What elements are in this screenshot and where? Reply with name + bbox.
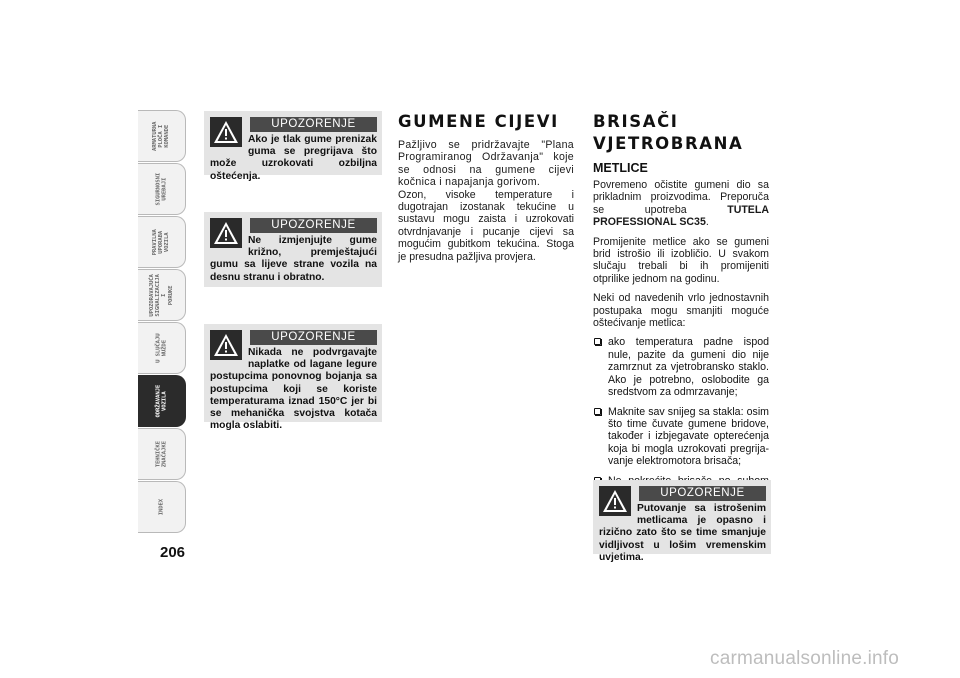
- wipers-paragraph: [593, 179, 769, 229]
- product-name: TUTELA PROFESSIONAL SC35: [593, 203, 769, 229]
- warning-text: Ako je tlak gume prenizak guma se pregrijava što može uzrokovati ozbiljna oštećenja.: [210, 134, 377, 182]
- wipers-paragraph: Neki od navedenih vrlo jednostavnih postupaka mogu smanjiti moguće oštećivanje metlica:: [593, 292, 769, 330]
- warning-box: [204, 111, 382, 182]
- hoses-paragraph: Pažljivo se pridržavajte "Plana Programiranog Održavanja" koje se odnosi na gumene cijevi kočnica i napajanja gorivom.: [398, 139, 574, 189]
- tab-index[interactable]: [138, 481, 186, 533]
- hoses-paragraph: Ozon, visoke temperature i dugotrajan izostanak tekućine u sustavu mogu zaista i uzrokovati otvrdnjavanje i pucanje cijevi sa mogućim gubitkom tekućina. Stoga je presudna pažljiva provjera.: [398, 188, 574, 263]
- tab-technical-specs[interactable]: [138, 428, 186, 480]
- list-item: [593, 406, 769, 468]
- warning-text: Putovanje sa istrošenim metlicama je opasno i rizično zato što se time smanjuje vidljivost u lošim vremenskim uvjetima.: [599, 503, 766, 563]
- list-item-text: ako temperatura padne ispod nule, pazite da gumeni dio nije zamrznut za vjetrobransko staklo. Ako je potrebno, oslobodite ga sredstvom za odmrzavanje;: [608, 336, 769, 399]
- tab-label: SIGURNOSNI UREĐAJI: [155, 172, 168, 206]
- section-heading: VJETROBRANA: [593, 134, 744, 153]
- bullet-list: [593, 336, 769, 499]
- warning-text: Ne izmjenjujte gume križno, premještajući gumu sa lijeve strane vozila na desnu stranu i obratno.: [210, 235, 377, 283]
- tab-label: UPOZORAVAJUĆA SIGNALIZACIJA I PORUKE: [149, 273, 174, 317]
- tab-label: PRAVILNA UPORABA VOZILA: [152, 228, 171, 256]
- list-item-text: Maknite sav snijeg sa stakla: osim što time čuvate gumene bridove, također i izbjegavate opterećenja koja bi mogla uzrokovati pregrijavanje elektromotora brisača;: [608, 405, 769, 468]
- text-run: Povremeno očistite gumeni dio sa prikladnim proizvodima. Preporuča se upotreba: [593, 179, 769, 216]
- warning-triangle-icon: [210, 117, 242, 147]
- section-heading: BRISAČI: [593, 112, 679, 131]
- warning-title: UPOZORENJE: [250, 330, 377, 345]
- watermark: carmanualsonline.info: [710, 648, 900, 669]
- warning-title: UPOZORENJE: [639, 486, 766, 501]
- warning-title: UPOZORENJE: [250, 218, 377, 233]
- page-number: 206: [160, 544, 186, 561]
- tab-label: ARMATURNA PLOČA I KOMANDE: [152, 121, 171, 151]
- checkbox-bullet-icon: [594, 338, 601, 345]
- tab-controls[interactable]: [138, 110, 186, 162]
- tab-safety[interactable]: [138, 163, 186, 215]
- tab-emergency[interactable]: [138, 322, 186, 374]
- tab-maintenance[interactable]: [138, 375, 186, 427]
- text-run: .: [705, 216, 709, 229]
- hoses-section: [398, 111, 574, 263]
- tab-label: U SLUČAJU NUŽDE: [155, 333, 168, 363]
- warning-box: [204, 212, 382, 287]
- warning-triangle-icon: [599, 486, 631, 516]
- tab-label: INDEX: [158, 498, 165, 516]
- warning-text: Nikada ne podvrgavajte naplatke od lagane legure postupcima ponovnog bojanja sa postupcima koji se koriste temperaturama iznad 150°C jer bi se mehanička svojstva kotača mogla oslabiti.: [210, 347, 377, 432]
- list-item: [593, 336, 769, 398]
- warning-triangle-icon: [210, 330, 242, 360]
- tab-label: TEHNIČKE ZNAČAJKE: [155, 440, 168, 468]
- wipers-section: [593, 111, 769, 506]
- warning-triangle-icon: [210, 218, 242, 248]
- section-heading: GUMENE CIJEVI: [398, 112, 559, 131]
- tab-warning-lights[interactable]: [138, 269, 186, 321]
- warning-box: [593, 480, 771, 563]
- tab-correct-use[interactable]: [138, 216, 186, 268]
- tab-label: ODRŽAVANJE VOZILA: [155, 384, 168, 418]
- subheading: METLICE: [593, 161, 648, 175]
- warning-box: [204, 324, 382, 432]
- checkbox-bullet-icon: [594, 408, 601, 415]
- warning-title: UPOZORENJE: [250, 117, 377, 132]
- wipers-paragraph: Promijenite metlice ako se gumeni brid istrošio ili izobličio. U svakom slučaju trebali bi ih promijeniti otprilike jednom na godinu.: [593, 235, 769, 285]
